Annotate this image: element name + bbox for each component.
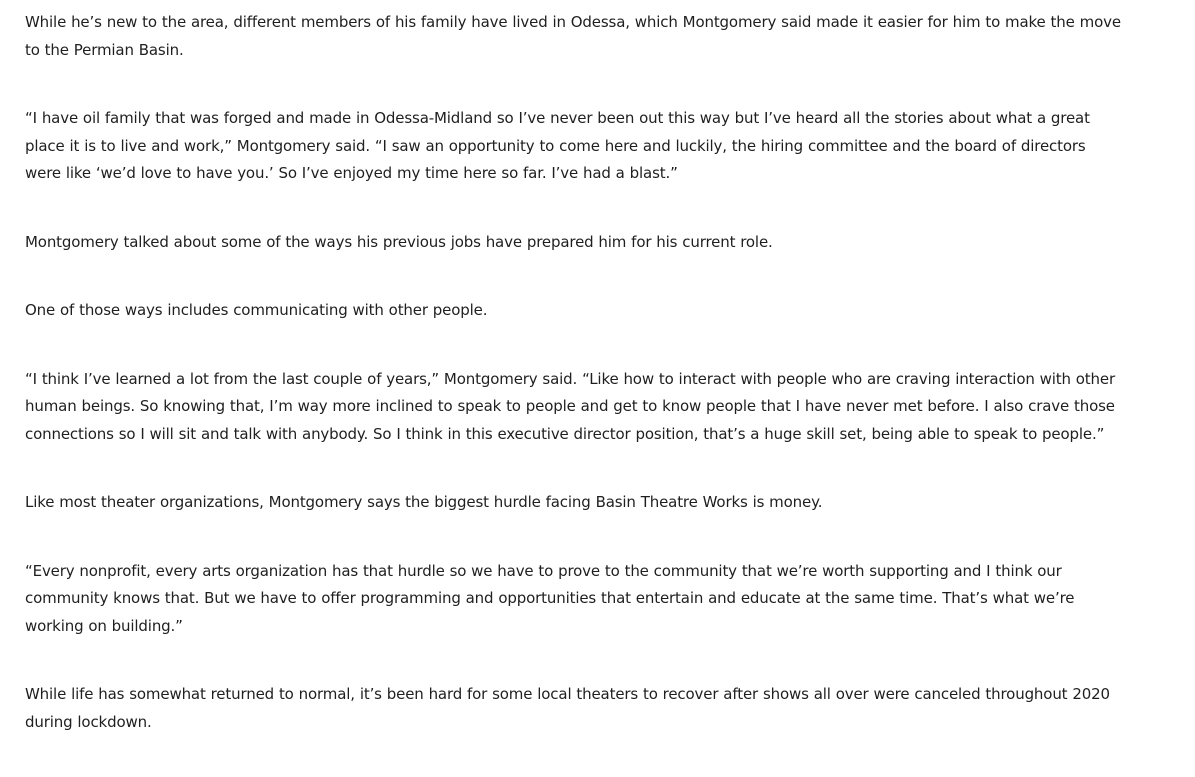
article-body [25, 9, 1125, 777]
article-paragraph: Montgomery talked about some of the ways his previous jobs have prepared him for his current role. [25, 232, 773, 251]
article-paragraph: “I have oil family that was forged and made in Odessa-Midland so I’ve never been out this way but I’ve heard all the stories about what a great place it is to live and work,” Montgomery said. “I saw an opportunity to come here and luckily, the hiring committee and the board of directors were like ‘we’d love to have you.’ So I’ve enjoyed my time here so far. I’ve had a blast.” [25, 109, 1090, 182]
article-paragraph: Like most theater organizations, Montgomery says the biggest hurdle facing Basin Theatre Works is money. [25, 493, 823, 511]
article-paragraph: While life has somewhat returned to normal, it’s been hard for some local theaters to recover after shows all over were canceled throughout 2020 during lockdown. [25, 685, 1110, 731]
article-paragraph: One of those ways includes communicating with other people. [25, 301, 488, 319]
article-paragraph: “I think I’ve learned a lot from the last couple of years,” Montgomery said. “Like how to interact with people who are craving interaction with other human beings. So knowing that, I’m way more inclined to speak to people and get to know people that I have never met before. I also crave those connections so I will sit and talk with anybody. So I think in this executive director position, that’s a huge skill set, being able to speak to people.” [25, 369, 1115, 443]
article-paragraph: While he’s new to the area, different members of his family have lived in Odessa, which Montgomery said made it easier for him to make the move to the Permian Basin. [25, 13, 1121, 59]
article-paragraph: “Every nonprofit, every arts organization has that hurdle so we have to prove to the community that we’re worth supporting and I think our community knows that. But we have to offer programming and opportunities that entertain and educate at the same time. That’s what we’re working on building.” [25, 561, 1075, 635]
